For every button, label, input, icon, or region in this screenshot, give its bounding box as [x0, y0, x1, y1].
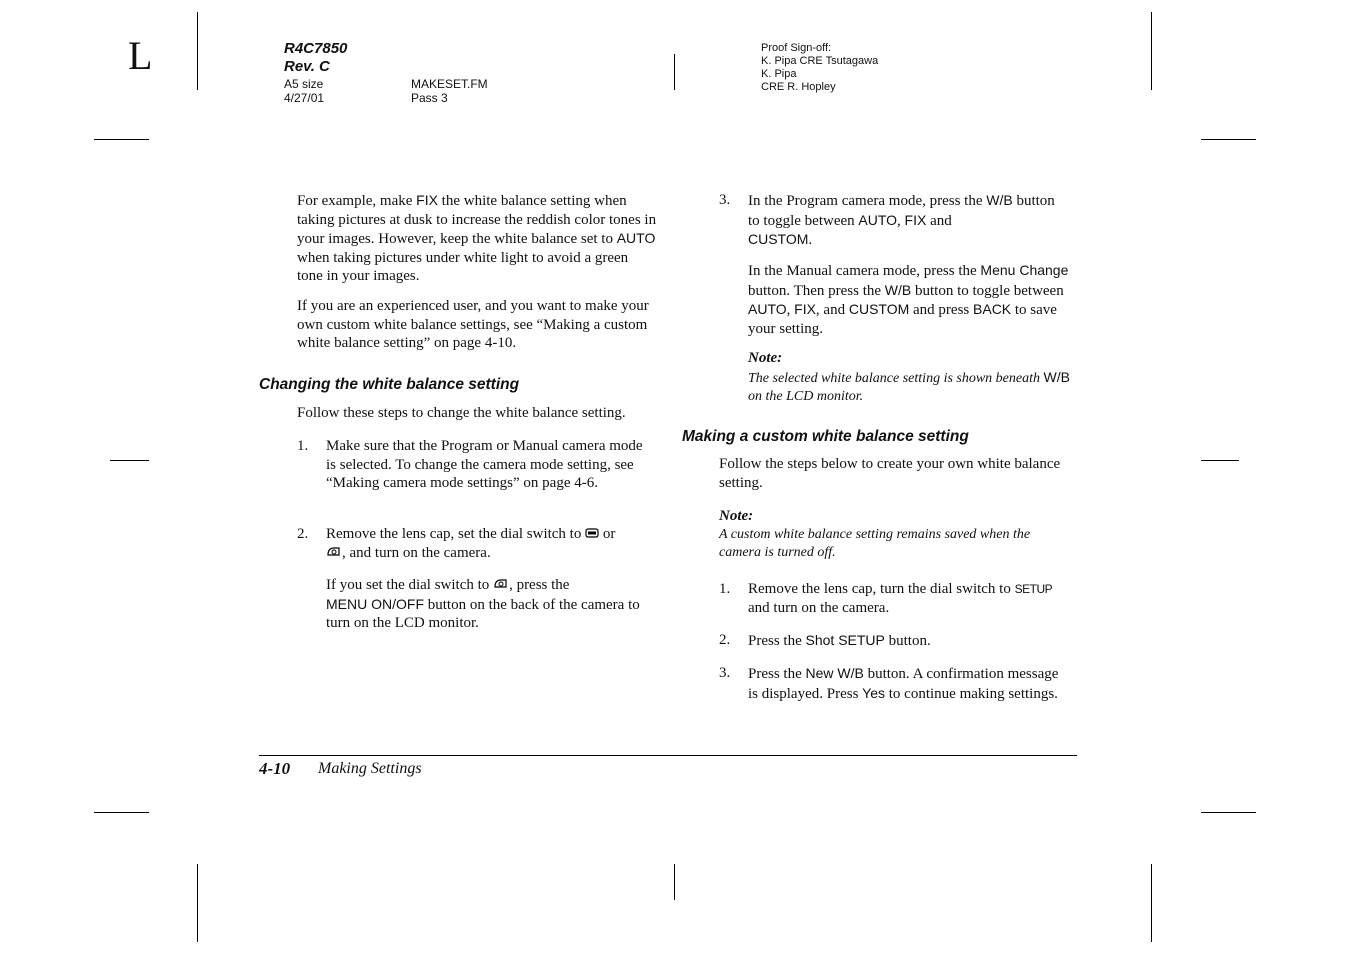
- proof-line: K. Pipa: [761, 68, 797, 80]
- page-number: 4-10: [259, 759, 291, 778]
- doc-file: MAKESET.FM: [411, 77, 488, 91]
- steps-intro: Follow these steps to change the white balance setting.: [297, 405, 626, 421]
- crop-mark: [94, 812, 149, 813]
- step-3-detail: In the Manual camera mode, press the Menu Change button. Then press the W/B button to toggle between AUTO, FIX, and CUSTOM and press BACK to save your setting.: [748, 262, 1069, 337]
- doc-pass: Pass 3: [411, 91, 448, 105]
- doc-id: R4C7850: [284, 40, 348, 57]
- custom-step-3: 3. Press the New W/B button. A confirmation message is displayed. Press Yes to continue making settings.: [719, 665, 1059, 702]
- playback-mode-icon: [326, 544, 342, 563]
- chapter-title: Making Settings: [318, 760, 422, 777]
- intro-paragraph: For example, make FIX the white balance setting when taking pictures at dusk to increase the reddish color tones in your images. However, keep the white balance set to AUTO when taking pictures under white light to avoid a green tone in your images.: [297, 192, 657, 284]
- crop-mark: [674, 864, 675, 900]
- crop-mark: [1151, 864, 1152, 942]
- doc-date: 4/27/01: [284, 91, 325, 105]
- note-2: Note: A custom white balance setting remains saved when the camera is turned off.: [719, 507, 1074, 563]
- step-2: 2. Remove the lens cap, set the dial switch to or , and turn on the camera.: [297, 526, 616, 561]
- crop-mark: [110, 460, 149, 461]
- crop-mark: [1201, 139, 1256, 140]
- crop-mark: [1151, 12, 1152, 90]
- footer-rule: [259, 755, 1077, 756]
- setup-dial-mark: SETUP: [1014, 582, 1053, 596]
- step-2-detail: If you set the dial switch to , press the MENU ON/OFF button on the back of the camera to turn on the LCD monitor.: [326, 577, 640, 632]
- proof-signoff: [761, 42, 878, 94]
- proof-line: Proof Sign-off:: [761, 42, 832, 54]
- step-3: 3. In the Program camera mode, press the W/B button to toggle between AUTO, FIX and CUSTOM.: [719, 192, 1055, 248]
- margin-letter: L: [128, 33, 153, 78]
- crop-mark: [1201, 460, 1239, 461]
- crop-mark: [94, 139, 149, 140]
- custom-step-1: 1. Remove the lens cap, turn the dial switch to SETUP and turn on the camera.: [719, 581, 1053, 616]
- doc-size: A5 size: [284, 77, 324, 91]
- step-1: 1. Make sure that the Program or Manual camera mode is selected. To change the camera mode setting, see “Making camera mode settings” on page 4-6.: [297, 438, 643, 491]
- note-1: Note: The selected white balance setting is shown beneath W/B on the LCD monitor.: [748, 349, 1073, 407]
- section-heading-custom: Making a custom white balance setting: [682, 428, 969, 445]
- proof-line: CRE R. Hopley: [761, 81, 836, 93]
- crop-mark: [197, 864, 198, 942]
- note-label: Note:: [719, 508, 754, 524]
- note-label: Note:: [748, 350, 783, 366]
- doc-rev: Rev. C: [284, 58, 330, 75]
- proof-line: K. Pipa CRE Tsutagawa: [761, 55, 879, 67]
- camera-mode-icon: [585, 525, 599, 544]
- crop-mark: [197, 12, 198, 90]
- custom-intro: Follow the steps below to create your own white balance setting.: [719, 456, 1061, 491]
- experienced-user-paragraph: If you are an experienced user, and you want to make your own custom white balance settings, see “Making a custom white balance setting” on page 4-10.: [297, 298, 649, 351]
- custom-step-2: 2. Press the Shot SETUP button.: [719, 632, 931, 649]
- crop-mark: [1201, 812, 1256, 813]
- section-heading-changing: Changing the white balance setting: [259, 376, 520, 393]
- crop-mark: [674, 54, 675, 90]
- playback-mode-icon: [493, 576, 509, 595]
